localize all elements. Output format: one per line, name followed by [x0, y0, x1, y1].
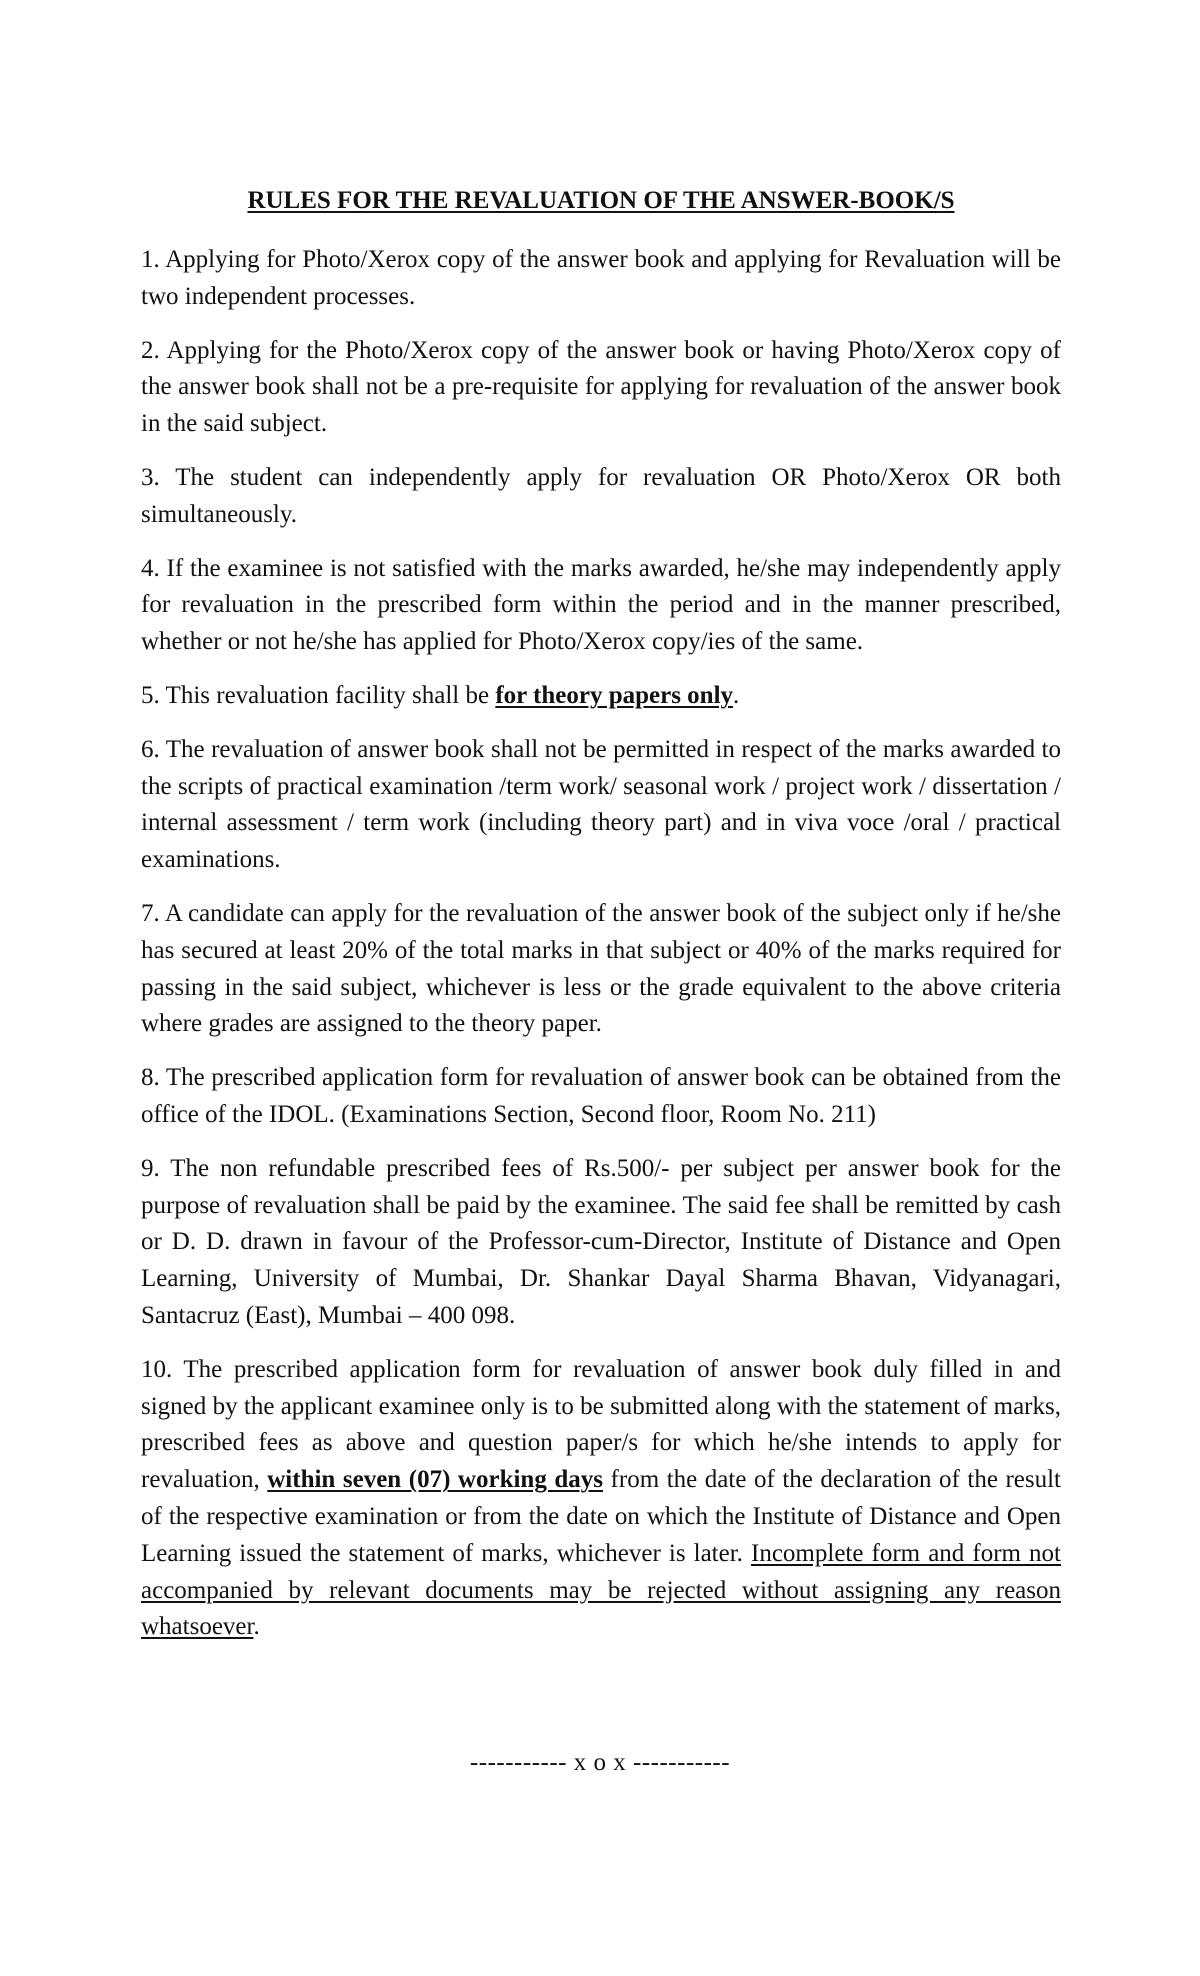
rule-6: 6. The revaluation of answer book shall not be permitted in respect of the marks awarded to the scripts of practical examination /term work/ seasonal work / project work / dissertation / internal assessment / term work (including theory part) and in viva voce /oral / practical examinations.: [141, 735, 1061, 874]
rule-2: 2. Applying for the Photo/Xerox copy of the answer book or having Photo/Xerox copy of the answer book shall not be a pre-requisite for applying for revaluation of the answer book in the said subject.: [141, 336, 1061, 438]
rule-5-emphasis: for theory papers only: [495, 681, 734, 709]
rule-3: 3. The student can independently apply for revaluation OR Photo/Xerox OR both simultaneously.: [141, 463, 1061, 528]
rule-5-end: .: [733, 681, 740, 709]
rule-5-text: 5. This revaluation facility shall be: [141, 681, 496, 709]
rule-10-end: .: [253, 1613, 260, 1641]
rule-4: 4. If the examinee is not satisfied with the marks awarded, he/she may independently apply for revaluation in the prescribed form within the period and in the manner prescribed, whether or not he/she has applied for Photo/Xerox copy/ies of the same.: [141, 554, 1061, 656]
rule-10-middle: from the date of the declaration of the result of the respective examination or from the date on which the Institute of Distance and Open Learning issued the statement of marks, whichever is later.: [141, 1466, 1061, 1567]
rule-10: [141, 1352, 1061, 1646]
document-body: [141, 183, 1061, 1663]
rule-10-rejection-note: Incomplete form and form not accompanied by relevant documents may be rejected without assigning any reason whatsoever: [141, 1539, 1061, 1641]
document-title: RULES FOR THE REVALUATION OF THE ANSWER-BOOK/S: [247, 187, 955, 214]
rule-10-text: 10. The prescribed application form for revaluation of answer book duly filled in and signed by the applicant examinee only is to be submitted along with the statement of marks, prescribed fees as above and question paper/s for which he/she intends to apply for revaluation,: [141, 1355, 1061, 1494]
rule-7: 7. A candidate can apply for the revaluation of the answer book of the subject only if he/she has secured at least 20% of the total marks in that subject or 40% of the marks required for passing in the said subject, whichever is less or the grade equivalent to the above criteria where grades are assigned to the theory paper.: [141, 899, 1061, 1038]
rule-1: 1. Applying for Photo/Xerox copy of the answer book and applying for Revaluation will be two independent processes.: [141, 246, 1061, 310]
rule-9: 9. The non refundable prescribed fees of Rs.500/- per subject per answer book for the purpose of revaluation shall be paid by the examinee. The said fee shall be remitted by cash or D. D. drawn in favour of the Professor-cum-Director, Institute of Distance and Open Learning, University of Mumbai, Dr. Shankar Dayal Sharma Bhavan, Vidyanagari, Santacruz (East), Mumbai – 400 098.: [141, 1154, 1061, 1329]
rule-10-deadline: within seven (07) working days: [267, 1466, 604, 1494]
end-of-document-mark: ----------- x o x -----------: [469, 1749, 731, 1776]
rule-8: 8. The prescribed application form for revaluation of answer book can be obtained from the office of the IDOL. (Examinations Section, Second floor, Room No. 211): [141, 1064, 1061, 1128]
rule-5: [141, 678, 1061, 715]
